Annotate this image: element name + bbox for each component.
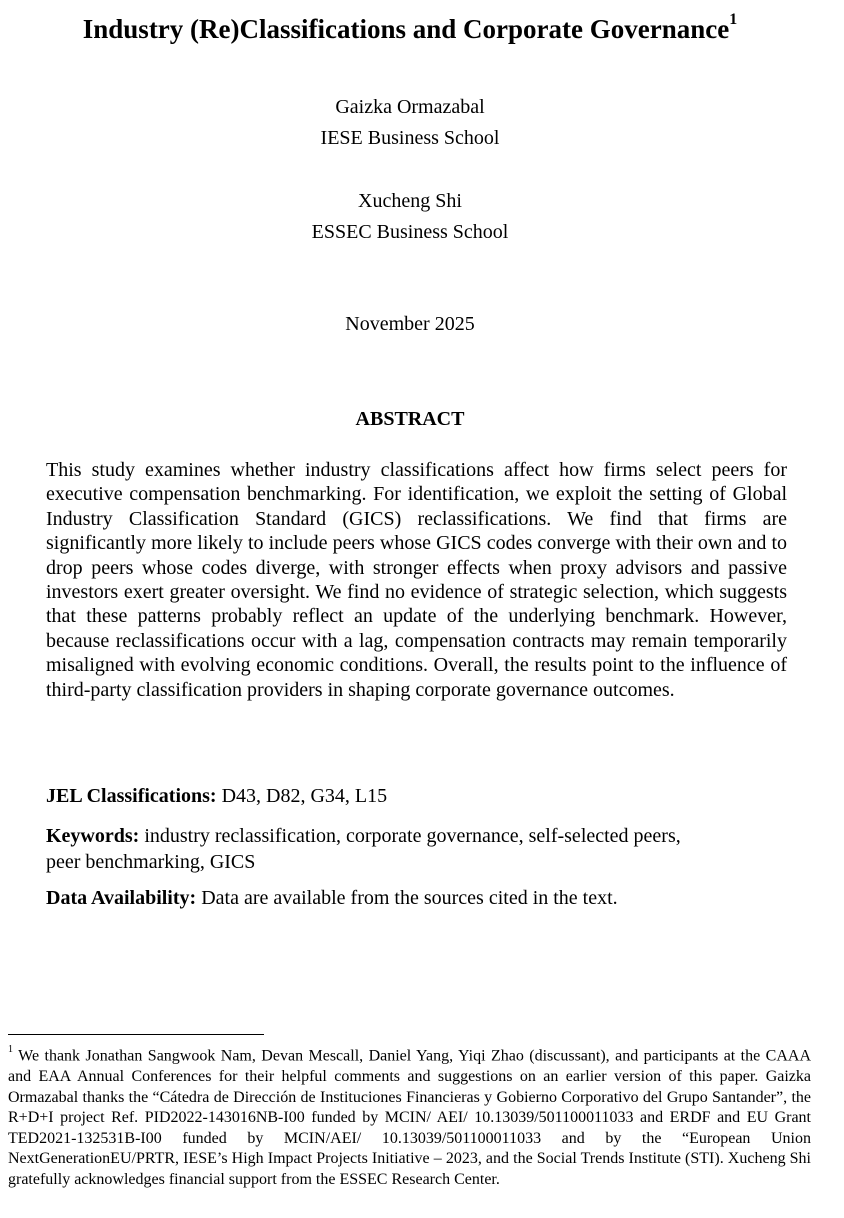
footnote bbox=[8, 1042, 811, 1190]
paper-date: November 2025 bbox=[345, 313, 475, 335]
paper-title-text: Industry (Re)Classifications and Corporate Governance bbox=[82, 14, 730, 44]
abstract-heading: ABSTRACT bbox=[355, 408, 465, 430]
abstract-text: This study examines whether industry classifications affect how firms select peers for executive compensation benchmarking. For identification, we exploit the setting of Global Industry Classification Standard (GICS) reclassifications. We find that firms are significantly more likely to include peers whose GICS codes converge with their own and to drop peers whose codes diverge, with stronger effects when proxy advisors and passive investors exert greater oversight. We find no evidence of strategic selection, which suggests that these patterns probably reflect an update of the underlying benchmark. However, because reclassifications occur with a lag, compensation contracts may remain temporarily misaligned with evolving economic conditions. Overall, the results point to the influence of third-party classification providers in shaping corporate governance outcomes. bbox=[46, 459, 787, 701]
keywords bbox=[46, 823, 806, 875]
keywords-label: Keywords: bbox=[46, 825, 140, 847]
keywords-value-line2: peer benchmarking, GICS bbox=[46, 851, 256, 873]
jel-classifications bbox=[46, 783, 806, 809]
author-1 bbox=[0, 92, 820, 154]
author-2 bbox=[0, 186, 820, 248]
author-name: Gaizka Ormazabal bbox=[335, 96, 485, 118]
footnote-marker: 1 bbox=[8, 1044, 13, 1055]
data-availability-label: Data Availability: bbox=[46, 887, 197, 909]
author-affiliation: IESE Business School bbox=[320, 127, 500, 149]
jel-value: D43, D82, G34, L15 bbox=[221, 785, 388, 807]
paper-title bbox=[0, 11, 820, 45]
jel-label: JEL Classifications: bbox=[46, 785, 217, 807]
data-availability-value: Data are available from the sources cited in the text. bbox=[201, 887, 618, 909]
footnote-text: We thank Jonathan Sangwook Nam, Devan Mescall, Daniel Yang, Yiqi Zhao (discussant), and participants at the CAAA and EAA Annual Conferences for their helpful comments and suggestions on an earlier version of this paper. Gaizka Ormazabal thanks the “Cátedra de Dirección de Instituciones Financieras y Gobierno Corporativo del Grupo Santander”, the R+D+I project Ref. PID2022-143016NB-I00 funded by MCIN/ AEI/ 10.13039/501100011033 and ERDF and EU Grant TED2021-132531B-I00 funded by MCIN/AEI/ 10.13039/501100011033 and by the “European Union NextGenerationEU/PRTR, IESE’s High Impact Projects Initiative – 2023, and the Social Trends Institute (STI). Xucheng Shi gratefully acknowledges financial support from the ESSEC Research Center. bbox=[8, 1047, 811, 1188]
keywords-value: industry reclassification, corporate governance, self-selected peers, bbox=[144, 825, 681, 847]
title-footnote-marker[interactable]: 1 bbox=[729, 11, 738, 28]
data-availability bbox=[46, 885, 806, 911]
author-name: Xucheng Shi bbox=[358, 190, 462, 212]
footnote-divider bbox=[8, 1034, 264, 1035]
author-affiliation: ESSEC Business School bbox=[311, 221, 509, 243]
